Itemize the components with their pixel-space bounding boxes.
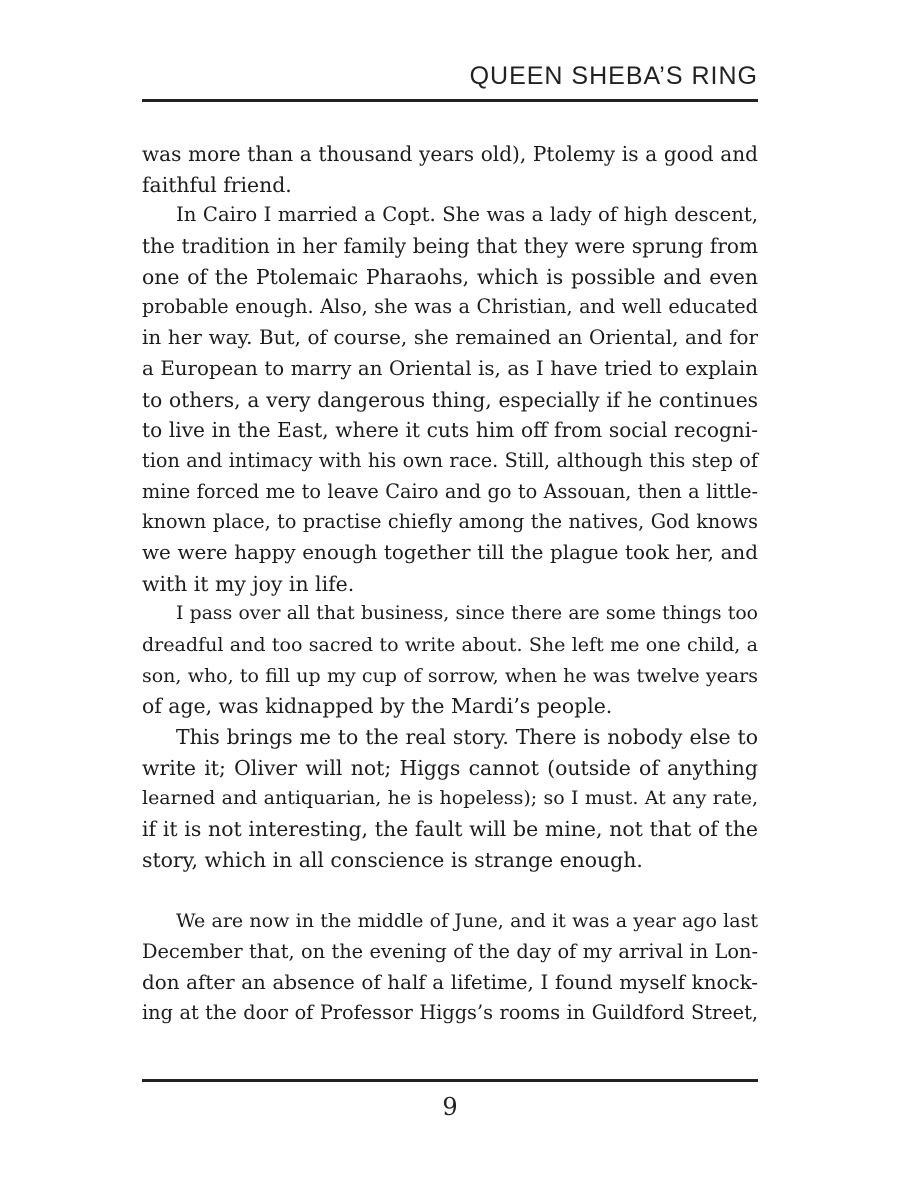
text-line: to live in the East, where it cuts him off from social recogni- — [142, 418, 758, 443]
text-line: if it is not interesting, the fault will be mine, not that of the — [142, 817, 758, 842]
text-line: dreadful and too sacred to write about. She left me one child, a — [142, 634, 758, 656]
text-line: write it; Oliver will not; Higgs cannot (outside of anything — [142, 755, 758, 780]
paragraph — [142, 599, 758, 722]
text-line: story, which in all conscience is strange enough. — [142, 847, 643, 872]
text-line: in her way. But, of course, she remained an Oriental, and for — [142, 326, 758, 350]
text-line: faithful friend. — [142, 172, 292, 197]
text-line: I pass over all that business, since there are some things too — [176, 603, 758, 625]
text-line: mine forced me to leave Cairo and go to Assouan, then a little- — [142, 479, 758, 503]
paragraph — [142, 906, 758, 1029]
text-line: December that, on the evening of the day of my arrival in Lon- — [142, 939, 758, 963]
text-line: ing at the door of Professor Higgs’s rooms in Guildford Street, — [142, 1001, 758, 1025]
body-text — [142, 139, 758, 1029]
paragraph — [142, 200, 758, 599]
paragraph — [142, 139, 758, 200]
running-header-title: QUEEN SHEBA’S RING — [469, 62, 758, 90]
text-line: to others, a very dangerous thing, especially if he continues — [142, 387, 758, 412]
text-line: In Cairo I married a Copt. She was a lady of high descent, — [176, 203, 758, 227]
text-line: son, who, to fill up my cup of sorrow, when he was twelve years — [142, 664, 758, 687]
text-line: This brings me to the real story. There is nobody else to — [176, 725, 758, 750]
text-line: a European to marry an Oriental is, as I have tried to explain — [142, 356, 758, 380]
text-line: was more than a thousand years old), Ptolemy is a good and — [142, 142, 758, 166]
text-line: of age, was kidnapped by the Mardi’s people. — [142, 694, 613, 719]
text-line: with it my joy in life. — [142, 571, 355, 596]
text-line: don after an absence of half a lifetime, I found myself knock- — [142, 970, 758, 994]
section-break — [142, 876, 758, 907]
text-line: learned and antiquarian, he is hopeless); so I must. At any rate, — [142, 787, 758, 810]
text-line: tion and intimacy with his own race. Still, although this step of — [142, 448, 758, 472]
text-line: known place, to practise chiefly among the natives, God knows — [142, 510, 758, 534]
text-line: the tradition in her family being that they were sprung from — [142, 234, 758, 259]
text-line: We are now in the middle of June, and it was a year ago last — [176, 910, 758, 933]
header-rule — [142, 99, 758, 102]
text-line: we were happy enough together till the plague took her, and — [142, 540, 758, 564]
footer-rule — [142, 1079, 758, 1082]
page-number: 9 — [442, 1093, 458, 1121]
text-line: probable enough. Also, she was a Christian, and well educated — [142, 295, 758, 319]
text-line: one of the Ptolemaic Pharaohs, which is possible and even — [142, 264, 758, 289]
paragraph — [142, 722, 758, 875]
